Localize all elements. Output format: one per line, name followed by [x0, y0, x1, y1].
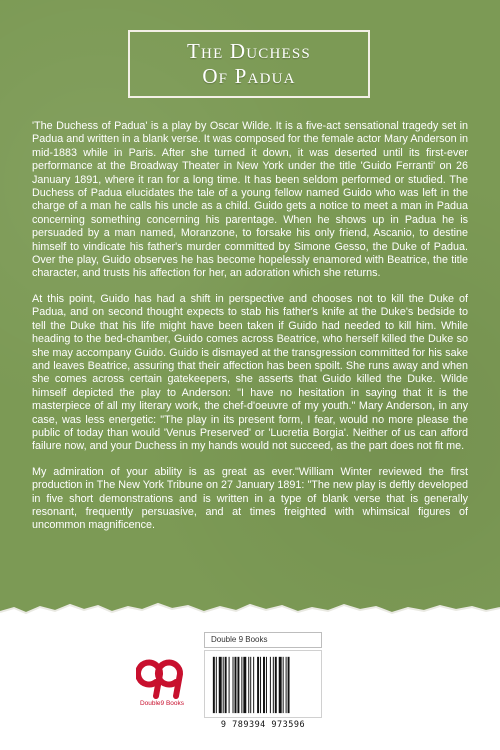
isbn-barcode [204, 650, 322, 718]
barcode-bar [263, 657, 265, 713]
barcode-bar [216, 657, 217, 713]
barcode-bar [233, 657, 234, 713]
logo-text: Double9 Books [139, 700, 185, 707]
barcode-bar [241, 657, 242, 713]
barcode-bar [229, 657, 230, 713]
barcode-bar [248, 657, 249, 713]
barcode-bar [253, 657, 254, 713]
isbn-number: 9 789394 973596 [220, 720, 306, 730]
barcode-bar [250, 657, 251, 713]
publisher-name: Double 9 Books [204, 632, 322, 648]
barcode-bar [213, 657, 215, 713]
barcode-bar [257, 657, 259, 713]
blurb-paragraph-2: At this point, Guido has had a shift in perspective and chooses not to kill the Duke of Padua, and on second thought expects to stab his father's knife at the Duke's bedside to tell the Duke that his life might have been taken if Guido had needed to kill him. While heading to the bed-chamber, Guido comes across Beatrice, who herself killed the Duke so she may accompany Guido. Guido is dismayed at the transgression committed for his sake and leaves Beatrice, assuring that their affection has been spoilt. She runs away and when she comes across certain gatekeepers, she asserts that Guido killed the Duke. Wilde himself depicted the play to Anderson: "I have no hesitation in saying that it is the masterpiece of all my literary work, the chef-d'oeuvre of my youth." Mary Anderson, in any case, was less energetic: "The play in its present form, I fear, would no more please the public of today than would 'Venus Preserved' or 'Lucretia Borgia'. Neither of us can afford failure now, and your Duchess in my hands would not succeed, as the part does not fit me. [32, 292, 468, 453]
barcode-bar [223, 657, 224, 713]
barcode-bar [288, 657, 290, 713]
barcode-bar [234, 657, 236, 713]
barcode-bar [260, 657, 261, 713]
torn-paper-edge [0, 586, 500, 636]
barcode-bar [219, 657, 222, 713]
blurb-paragraph-1: 'The Duchess of Padua' is a play by Oscar Wilde. It is a five-act sensational tragedy set in Padua and written in a blank verse. It was composed for the female actor Mary Anderson in mid-1883 while in Paris. After she turned it down, it was deserted until its first-ever performance at the Broadway Theater in New York under the title 'Guido Ferranti' on 26 January 1891, where it ran for a long time. It has been seldom performed or studied. The Duchess of Padua elucidates the tale of a young fellow named Guido who was left in the charge of a man he calls his uncle as a child. Guido gets a notice to meet a man in Padua concerning something concerning his parentage. When he shows up in Padua he is persuaded by a man named, Moranzone, to forsake his only friend, Ascanio, to destine himself to vindicate his father's murder committed by Simone Gesso, the Duke of Padua. Over the play, Guido observes he has become hopelessly enamored with Beatrice, the title character, and trusts his affection for her, an adoration which she returns. [32, 120, 468, 280]
barcode-bar [286, 657, 287, 713]
barcode-bar [273, 657, 274, 713]
barcode-bar [275, 657, 277, 713]
barcode-bar [243, 657, 246, 713]
double9-logo-icon [136, 652, 188, 708]
barcode-bar [237, 657, 239, 713]
title-line-1: The Duchess [187, 39, 311, 63]
blurb [32, 120, 468, 545]
barcode-bar [270, 657, 271, 713]
title-frame [128, 30, 370, 98]
barcode-bar [225, 657, 227, 713]
barcode-bar [279, 657, 282, 713]
blurb-paragraph-3: My admiration of your ability is as great as ever."William Winter reviewed the first production in The New York Tribune on 27 January 1891: "The new play is deftly developed in five short demonstrations and is written in a type of blank verse that is generally resonant, frequently persuasive, and at times freighted with whimsical figures of uncommon magnificence. [32, 465, 468, 532]
barcode-bar [283, 657, 284, 713]
title-line-2: Of Padua [202, 64, 296, 88]
barcode-bar [266, 657, 267, 713]
